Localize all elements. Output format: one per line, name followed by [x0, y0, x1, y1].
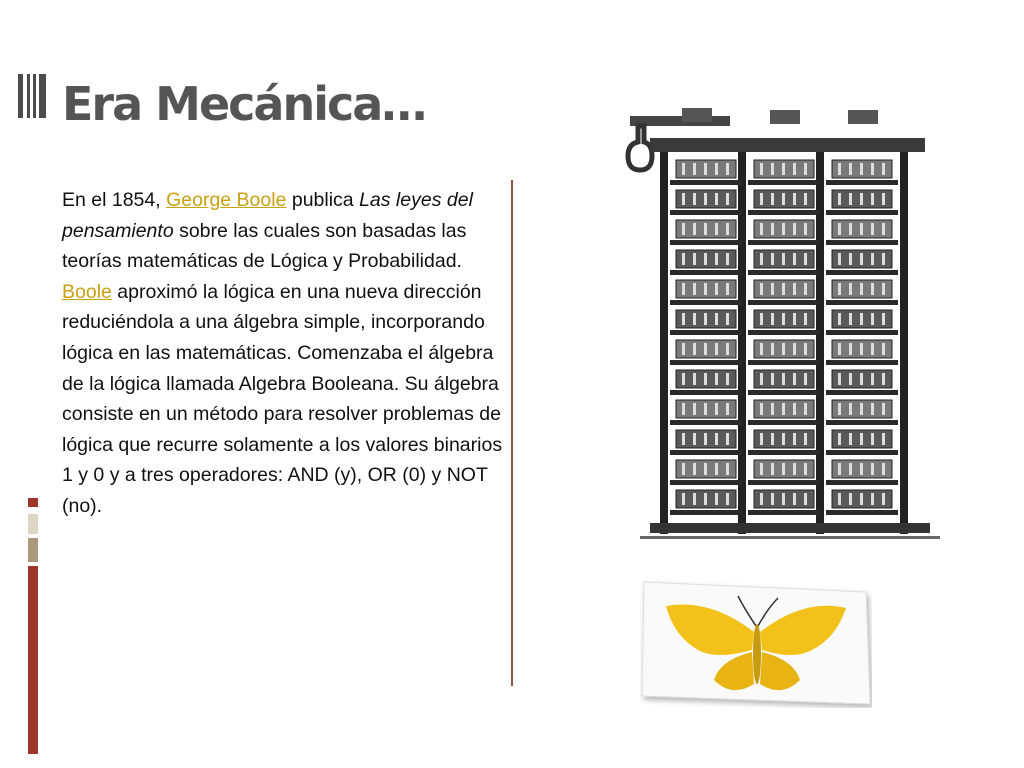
body-text-segment: En el 1854,: [62, 189, 167, 211]
body-paragraph: [62, 185, 507, 522]
column-divider: [511, 180, 513, 686]
slide-title: Era Mecánica…: [62, 77, 426, 131]
body-text-segment: aproximó la lógica en una nueva dirección reduciéndola a una álgebra simple, incorporando lógica en las matemáticas. Comenzaba el álgebra de la lógica llamada Algebra Booleana. Su álgebra consiste en un método para resolver problemas de lógica que recurre solamente a los valores binarios 1 y 0 y a tres operadores: AND (y), OR (0) y NOT (no).: [62, 280, 503, 517]
link-george-boole[interactable]: George Boole: [166, 189, 287, 211]
body-text-segment: publica: [286, 189, 360, 211]
link-boole[interactable]: Boole: [62, 280, 112, 303]
butterfly-image: [640, 580, 872, 708]
body-text-segment: sobre las cuales son basadas las teorías matemáticas de Lógica y Probabilidad.: [62, 219, 467, 273]
book-title: Las leyes del pensamiento: [62, 189, 473, 242]
title-decoration: [18, 74, 46, 118]
difference-engine-image: [620, 108, 945, 550]
